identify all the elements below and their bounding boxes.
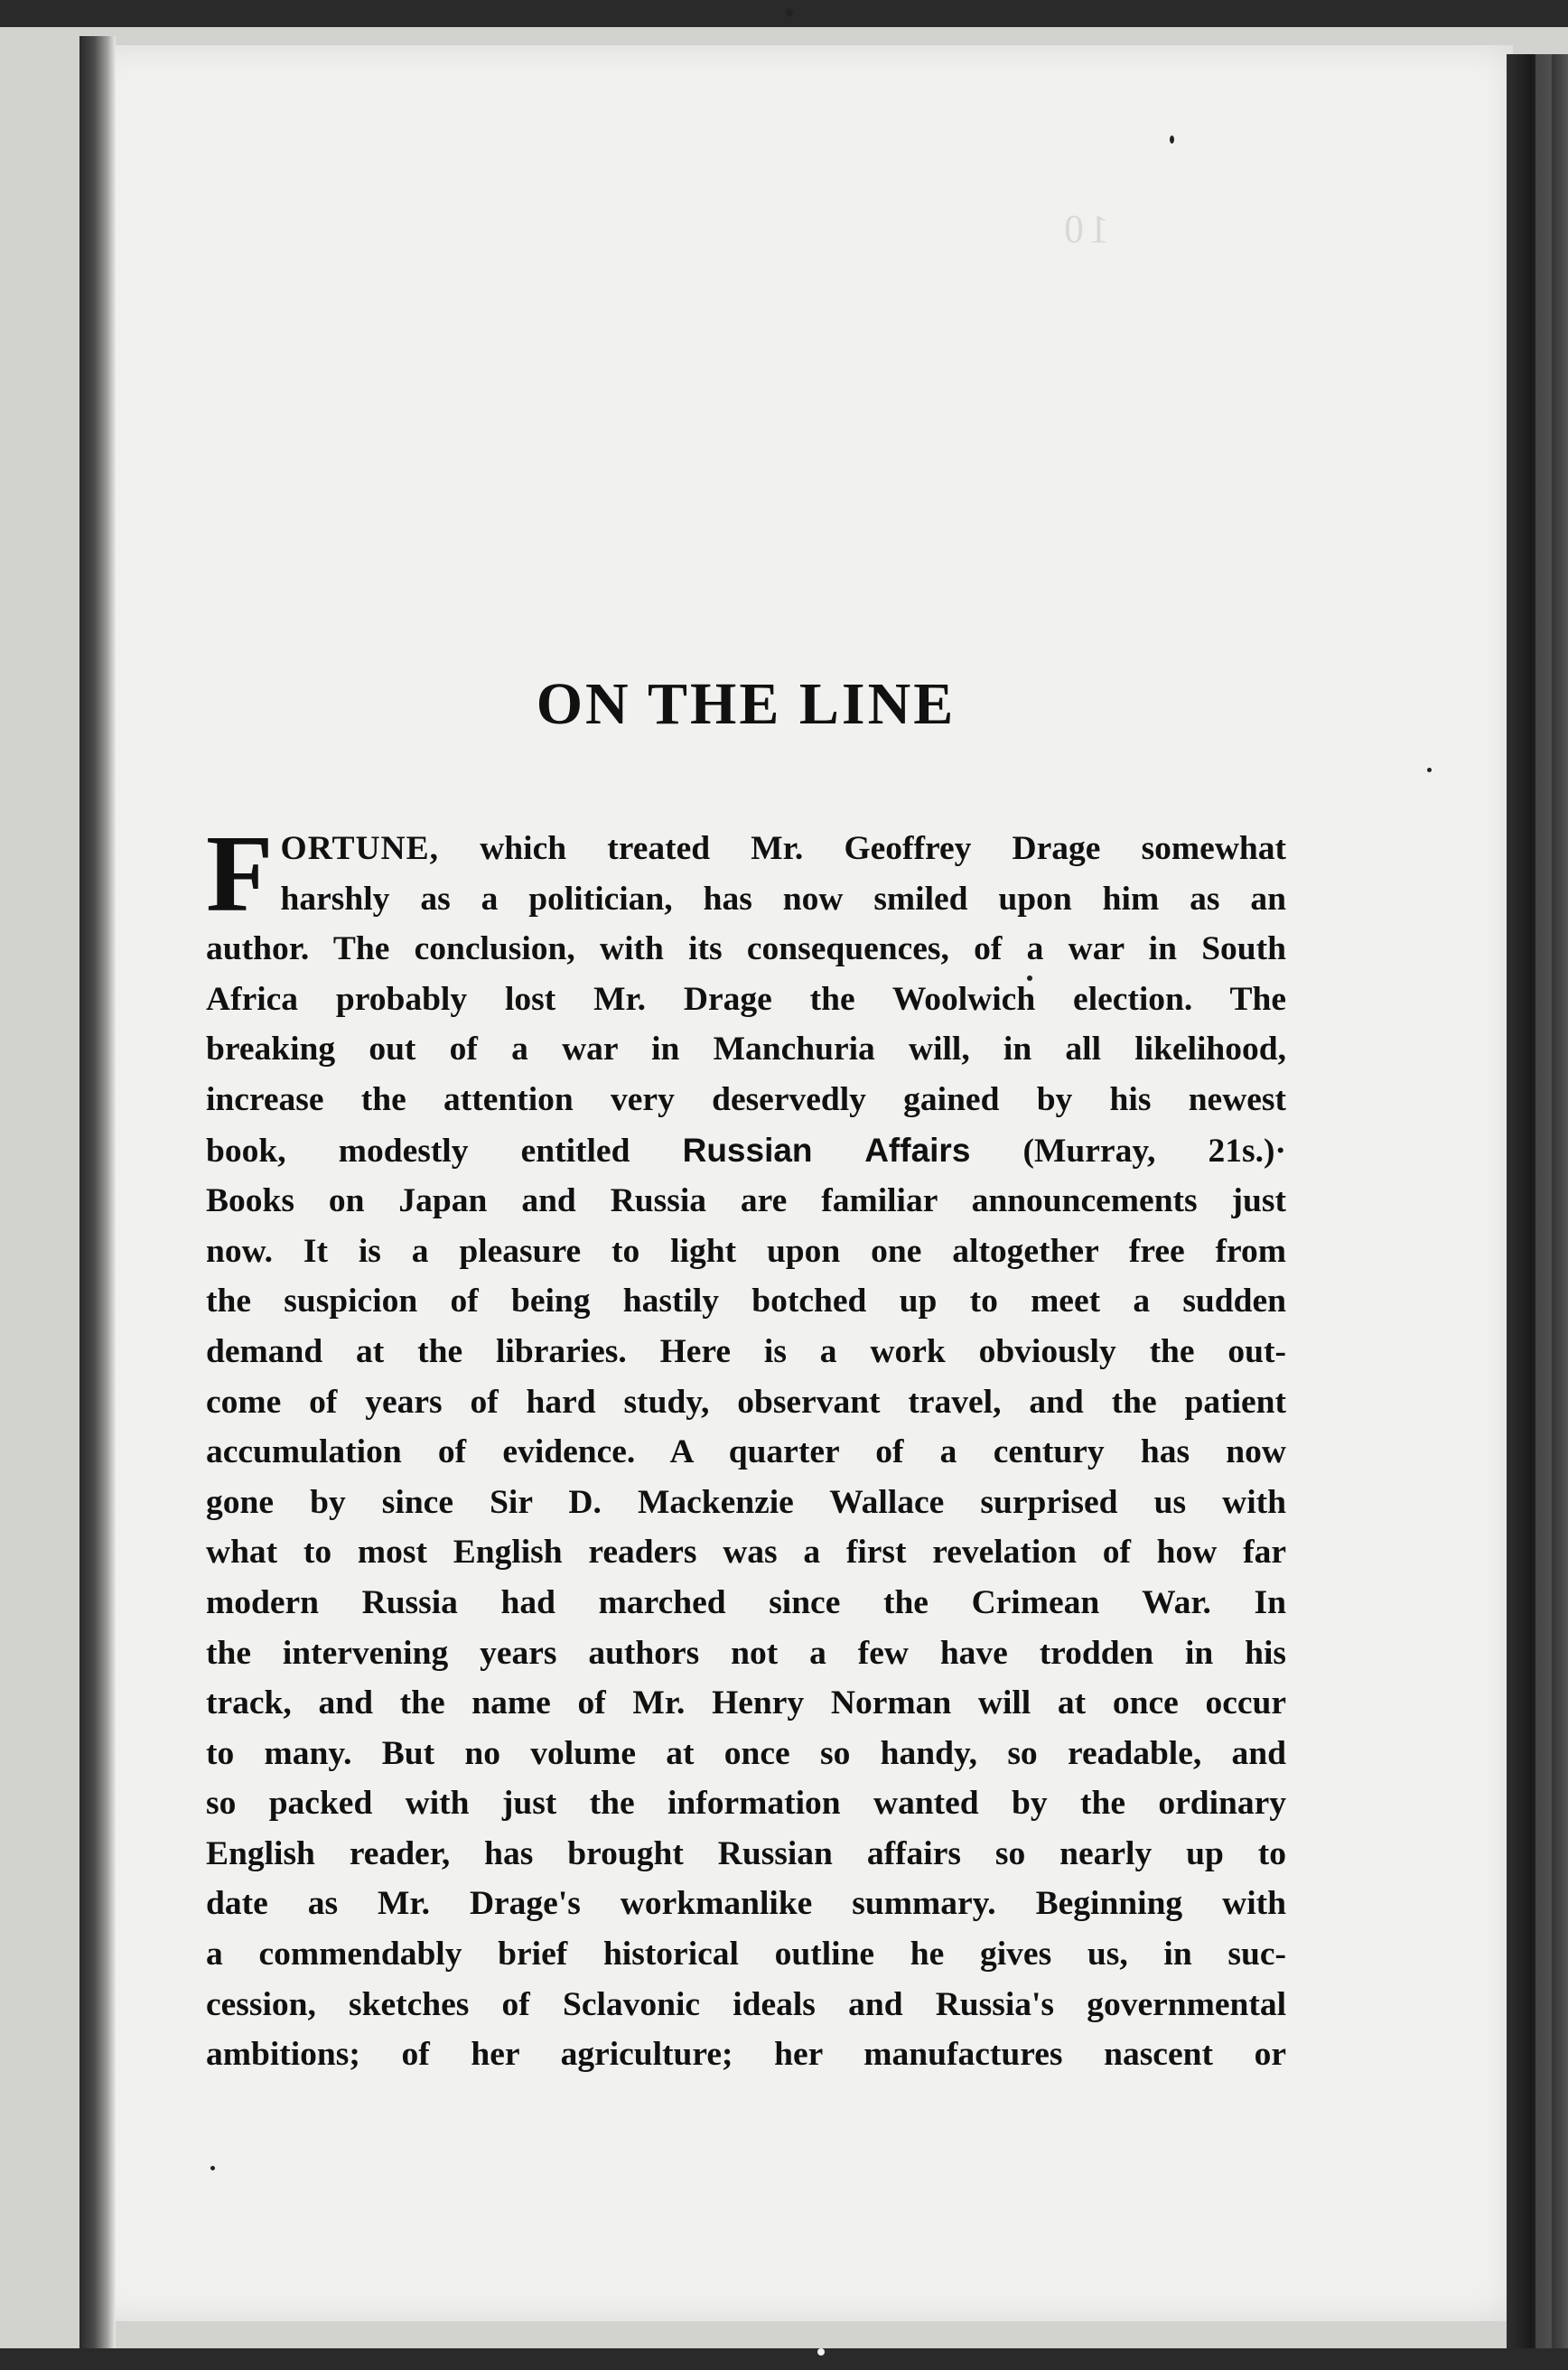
first-word-rest: ORTUNE,: [280, 830, 440, 867]
text-line: modern Russia had marched since the Crimean War. In: [206, 1583, 1286, 1621]
text-line: increase the attention very deservedly gained by his newest: [206, 1080, 1286, 1118]
text-line: [206, 1125, 1286, 1177]
text-line: come of years of hard study, observant travel, and the patient: [206, 1383, 1286, 1421]
scan-bottom-edge: [0, 2348, 1568, 2370]
dust-speck: [1427, 768, 1432, 772]
text-line: Books on Japan and Russia are familiar announcements just: [206, 1182, 1286, 1220]
text-line: ambitions; of her agriculture; her manufactures nascent or: [206, 2036, 1286, 2074]
text-line: to many. But no volume at once so handy, so readable, and: [206, 1734, 1286, 1772]
text-line: date as Mr. Drage's workmanlike summary. Beginning with: [206, 1885, 1286, 1923]
text-line: gone by since Sir D. Mackenzie Wallace surprised us with: [206, 1483, 1286, 1521]
page-right-shadow: [1535, 54, 1552, 2370]
text-line: author. The conclusion, with its consequences, of a war in South: [206, 930, 1286, 968]
article-title: ON THE LINE: [536, 671, 957, 737]
text-line: what to most English readers was a first revelation of how far: [206, 1534, 1286, 1572]
dust-speck: [786, 9, 793, 16]
text-line: the suspicion of being hastily botched up to meet a sudden: [206, 1283, 1286, 1320]
text-line: cession, sketches of Sclavonic ideals and Russia's governmental: [206, 1985, 1286, 2023]
book-publisher: (Murray, 21s.)·: [970, 1132, 1286, 1170]
article-body: [206, 813, 1286, 2080]
dust-speck: [1170, 135, 1174, 144]
text-line: track, and the name of Mr. Henry Norman will at once occur: [206, 1684, 1286, 1722]
dust-speck: [210, 2166, 215, 2170]
text-line: Africa probably lost Mr. Drage the Woolwich election. The: [206, 980, 1286, 1018]
scan-top-edge: [0, 0, 1568, 27]
text-line: breaking out of a war in Manchuria will, in all likelihood,: [206, 1031, 1286, 1068]
drop-cap: F: [206, 813, 274, 935]
text-line: demand at the libraries. Here is a work obviously the out-: [206, 1332, 1286, 1370]
reverse-page-bleed-through: 10: [444, 207, 1109, 251]
text-line-content: which treated Mr. Geoffrey Drage somewhat: [439, 830, 1286, 867]
text-line: now. It is a pleasure to light upon one altogether free from: [206, 1232, 1286, 1270]
text-line: [206, 824, 1286, 874]
book-title: Russian Affairs: [682, 1131, 971, 1169]
text-line: accumulation of evidence. A quarter of a century has now: [206, 1433, 1286, 1471]
text-line: harshly as a politician, has now smiled upon him as an: [280, 880, 1286, 918]
text-line-content: book, modestly entitled: [206, 1132, 683, 1170]
dust-speck: [817, 2348, 825, 2356]
page-left-edge: [79, 36, 116, 2348]
text-line: English reader, has brought Russian affairs so nearly up to: [206, 1834, 1286, 1872]
text-line: a commendably brief historical outline he gives us, in suc-: [206, 1936, 1286, 1973]
text-line: so packed with just the information wanted by the ordinary: [206, 1785, 1286, 1823]
text-line: the intervening years authors not a few have trodden in his: [206, 1634, 1286, 1672]
